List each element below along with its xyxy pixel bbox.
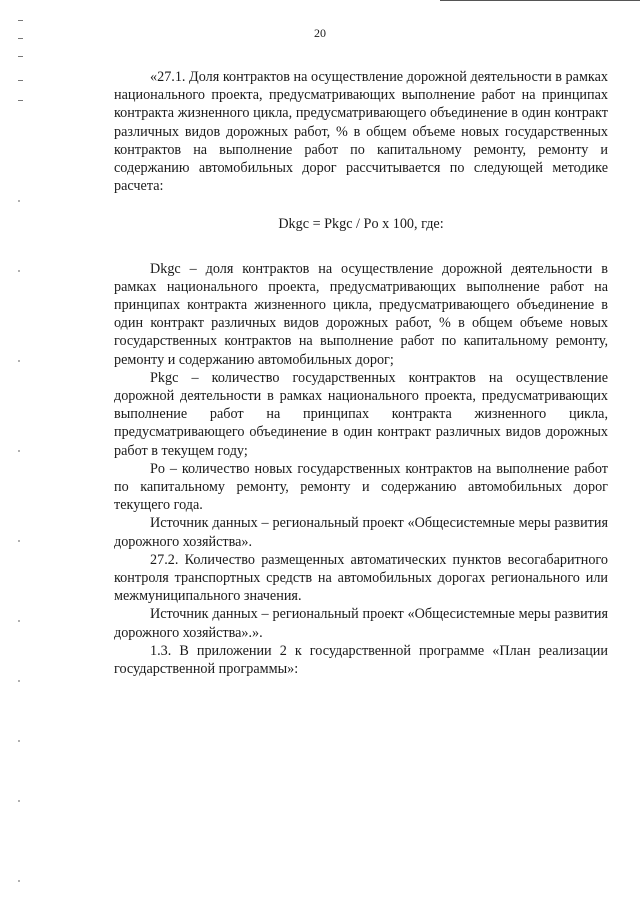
paragraph-pkgc-definition: Pkgc – количество государственных контрактов на осуществление дорожной деятельности в рамках национального проекта, предусматривающих выполнение работ на принципах контракта жизненного цикла, предусматривающего объединение в один контракт различных видов дорожных работ в текущем году;	[114, 369, 608, 459]
paragraph-27-2: 27.2. Количество размещенных автоматических пунктов весогабаритного контроля транспортных средств на автомобильных дорогах регионального или межмуниципального значения.	[114, 551, 608, 605]
paragraph-po-definition: Po – количество новых государственных контрактов на выполнение работ по капитальному ремонту, ремонту и содержанию автомобильных дорог текущего года.	[114, 460, 608, 514]
paragraph-data-source-1: Источник данных – региональный проект «Общесистемные меры развития дорожного хозяйства».	[114, 515, 608, 550]
paragraph-dkgc-definition: Dkgc – доля контрактов на осуществление дорожной деятельности в рамках национального проекта, предусматривающих выполнение работ на принципах контракта жизненного цикла, предусматривающего объединение в один контракт различных видов дорожных работ, % в общем объеме новых государственных контрактов на выполнение работ по капитальному ремонту, ремонту и содержанию автомобильных дорог;	[114, 260, 608, 368]
paragraph-1-3: 1.3. В приложении 2 к государственной программе «План реализации государственной программы»:	[114, 642, 608, 678]
top-edge-line	[440, 0, 640, 1]
paragraph-27-1: «27.1. Доля контрактов на осуществление дорожной деятельности в рамках национального проекта, предусматривающих выполнение работ на принципах контракта жизненного цикла, предусматривающего объединение в один контракт различных видов дорожных работ, % в общем объеме новых государственных контрактов на выполнение работ по капитальному ремонту, ремонту и содержанию автомобильных дорог рассчитывается по следующей методике расчета:	[114, 69, 608, 195]
formula: Dkgc = Pkgc / Po x 100, где:	[278, 216, 444, 233]
page-number: 20	[314, 26, 326, 40]
paragraph-data-source-2: Источник данных – региональный проект «Общесистемные меры развития дорожного хозяйства».».	[114, 606, 608, 641]
document-body	[114, 68, 608, 678]
